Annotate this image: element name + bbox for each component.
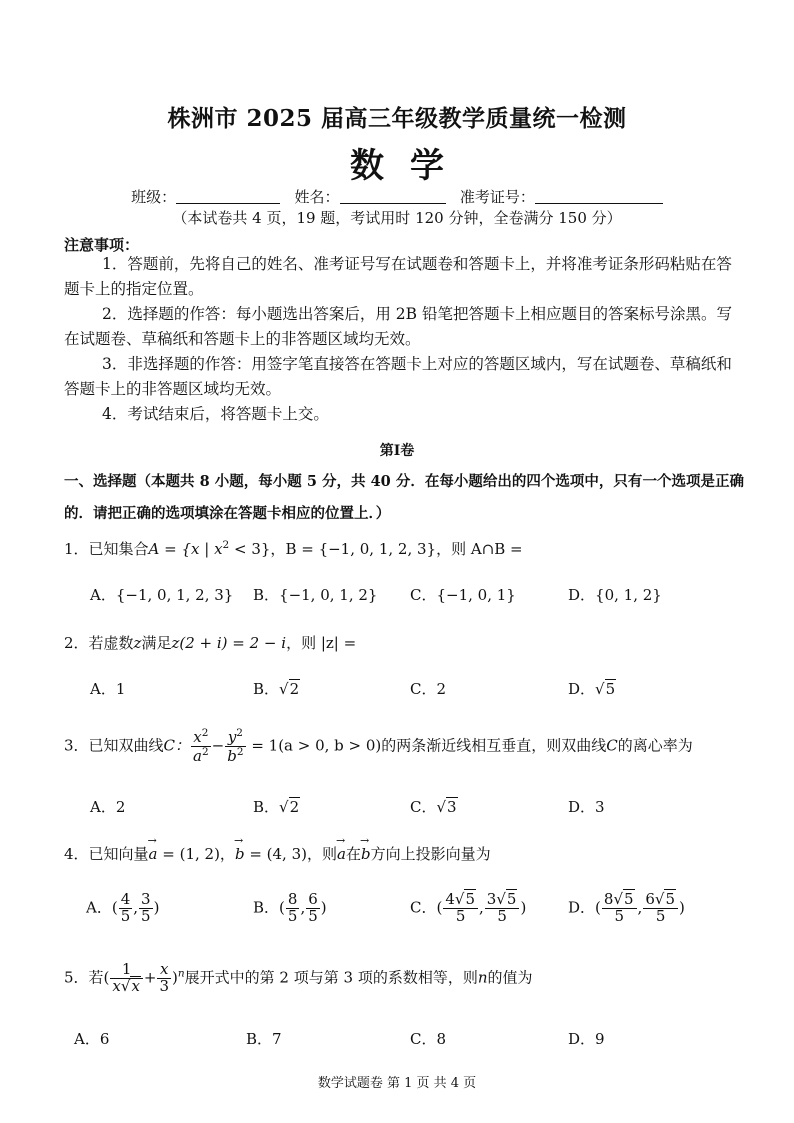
q3-option-d[interactable]: D．3 [568, 798, 605, 816]
q1-set-a-end: < 3}， [229, 540, 286, 558]
q3-condition: = 1(a > 0, b > 0) [246, 736, 382, 755]
section-heading: 一、选择题（本题共 8 小题，每小题 5 分，共 40 分．在每小题给出的四个选项中，只有一个选项是正确的．请把正确的选项填涂在答题卡相应的位置上．） [64, 473, 744, 522]
q4-stem-pre: 4．已知向量 [64, 845, 149, 863]
question-5-stem: 5．若( $\frac{1}{x√x}$ + $\frac{x}{3}$ )$^n$展开式中的第 2 项与第 3 项的系数相等，则n的值为 [64, 960, 533, 995]
q5-option-c[interactable]: C．8 [410, 1030, 447, 1048]
q4-option-b[interactable]: B．( $\frac{8}{5}$ , $\frac{6}{5}$ ) [253, 890, 327, 925]
vector-a: → a [149, 845, 158, 863]
q3-frac-y: $\frac{y^2}{b^2}$ [227, 727, 244, 765]
q5-stem-post: 展开式中的第 2 项与第 3 项的系数相等，则 [184, 968, 478, 987]
question-1-stem [64, 538, 523, 559]
exam-info: （本试卷共 4 页，19 题，考试用时 120 分钟，全卷满分 150 分） [172, 209, 622, 227]
exam-id-label: 准考证号： [459, 188, 535, 206]
q3-curve: C： [163, 736, 191, 755]
q1-set-a: A = {x | x [148, 540, 223, 558]
q3-stem-post: 的两条渐近线相互垂直，则双曲线 [381, 736, 607, 755]
exam-id-blank[interactable] [535, 189, 663, 204]
vector-b: → b [235, 845, 245, 863]
q3-option-a[interactable]: A．2 [90, 798, 126, 816]
class-blank[interactable] [176, 189, 280, 204]
q1-stem-post: ，则 A∩B = [436, 540, 523, 558]
q5-frac-1: $\frac{1}{x√x}$ [110, 962, 143, 995]
notice-item: 1．答题前，先将自己的姓名、准考证号写在试题卷和答题卡上，并将准考证条形码粘贴在答题卡上的指定位置。 [64, 255, 732, 298]
name-label: 姓名： [294, 188, 340, 206]
q2-equation: z(2 + i) = 2 − i [171, 634, 287, 652]
q4-option-d[interactable]: D．( $\frac{8√5}{5}$ , $\frac{6√5}{5}$ ) [568, 890, 685, 925]
q1-stem-pre: 1．已知集合 [64, 540, 149, 558]
page-footer: 数学试题卷 第 1 页 共 4 页 [317, 1076, 477, 1091]
notice-list [64, 252, 744, 427]
q5-option-d[interactable]: D．9 [568, 1030, 605, 1048]
question-2-options [0, 678, 794, 722]
q5-frac-2: $\frac{x}{3}$ [159, 960, 170, 995]
question-2-stem [64, 632, 356, 653]
question-4-options [0, 892, 794, 936]
q1-set-b: B = {−1, 0, 1, 2, 3} [285, 540, 437, 558]
q4-option-a[interactable]: A．( $\frac{4}{5}$ , $\frac{3}{5}$ ) [86, 890, 160, 925]
q3-stem-end: 的离心率为 [617, 736, 693, 755]
name-blank[interactable] [340, 189, 446, 204]
question-5-options [0, 1028, 794, 1072]
q4-option-c[interactable]: C．( $\frac{4√5}{5}$ , $\frac{3√5}{5}$ ) [410, 890, 527, 925]
question-3-stem: 3．已知双曲线C： $\frac{x^2}{a^2}$ − $\frac{y^2}{b^2}$ = 1(a > 0, b > 0)的两条渐近线相互垂直，则双曲线C的离心率为 [64, 727, 693, 765]
q5-option-a[interactable]: A．6 [74, 1030, 110, 1048]
student-info-row [0, 186, 794, 207]
q1-option-d[interactable]: D．{0, 1, 2} [568, 586, 662, 604]
q4-stem-post: 方向上投影向量为 [370, 845, 491, 863]
question-4-stem: 4．已知向量→ a = (1, 2)，→ b = (4, 3)，则→ a在→ b方向上投影向量为 [64, 843, 491, 864]
notice-item: 2．选择题的作答：每小题选出答案后，用 2B 铅笔把答题卡上相应题目的答案标号涂黑。写在试题卷、草稿纸和答题卡上的非答题区域均无效。 [64, 305, 732, 348]
q3-stem-pre: 3．已知双曲线 [64, 736, 164, 755]
class-label: 班级： [131, 188, 177, 206]
q5-stem-end: 的值为 [487, 968, 533, 987]
question-3-options [0, 796, 794, 840]
q2-stem-mid: 满足 [141, 634, 172, 652]
notice-title: 注意事项： [64, 236, 140, 254]
q3-option-b[interactable]: B．√2 [253, 798, 300, 816]
q5-option-b[interactable]: B．7 [246, 1030, 282, 1048]
notice-item: 3．非选择题的作答：用签字笔直接答在答题卡上对应的答题区域内，写在试题卷、草稿纸和答题卡上的非答题区域均无效。 [64, 355, 732, 398]
volume-label: 第Ⅰ卷 [379, 443, 415, 459]
q1-exp: 2 [222, 539, 230, 551]
q2-option-d[interactable]: D．√5 [568, 680, 616, 698]
q2-option-a[interactable]: A．1 [90, 680, 126, 698]
question-1-options [0, 584, 794, 628]
q3-frac-x: $\frac{x^2}{a^2}$ [193, 727, 209, 765]
q2-var: z [133, 634, 142, 652]
q2-stem-pre: 2．若虚数 [64, 634, 134, 652]
q1-option-c[interactable]: C．{−1, 0, 1} [410, 586, 516, 604]
q1-option-b[interactable]: B．{−1, 0, 1, 2} [253, 586, 378, 604]
q3-option-c[interactable]: C．√3 [410, 798, 457, 816]
q2-option-b[interactable]: B．√2 [253, 680, 300, 698]
q5-stem-pre: 5．若 [64, 968, 104, 987]
q4-a-value: = (1, 2)， [157, 845, 235, 863]
q2-stem-post: ，则 |z| = [286, 634, 357, 652]
subject-title: 数学 [350, 146, 470, 186]
q1-option-a[interactable]: A．{−1, 0, 1, 2, 3} [90, 586, 234, 604]
notice-item: 4．考试结束后，将答题卡上交。 [102, 405, 329, 423]
exam-title: 株洲市 2025 届高三年级教学质量统一检测 [167, 105, 627, 132]
q2-option-c[interactable]: C．2 [410, 680, 447, 698]
q4-b-value: = (4, 3) [244, 845, 307, 863]
